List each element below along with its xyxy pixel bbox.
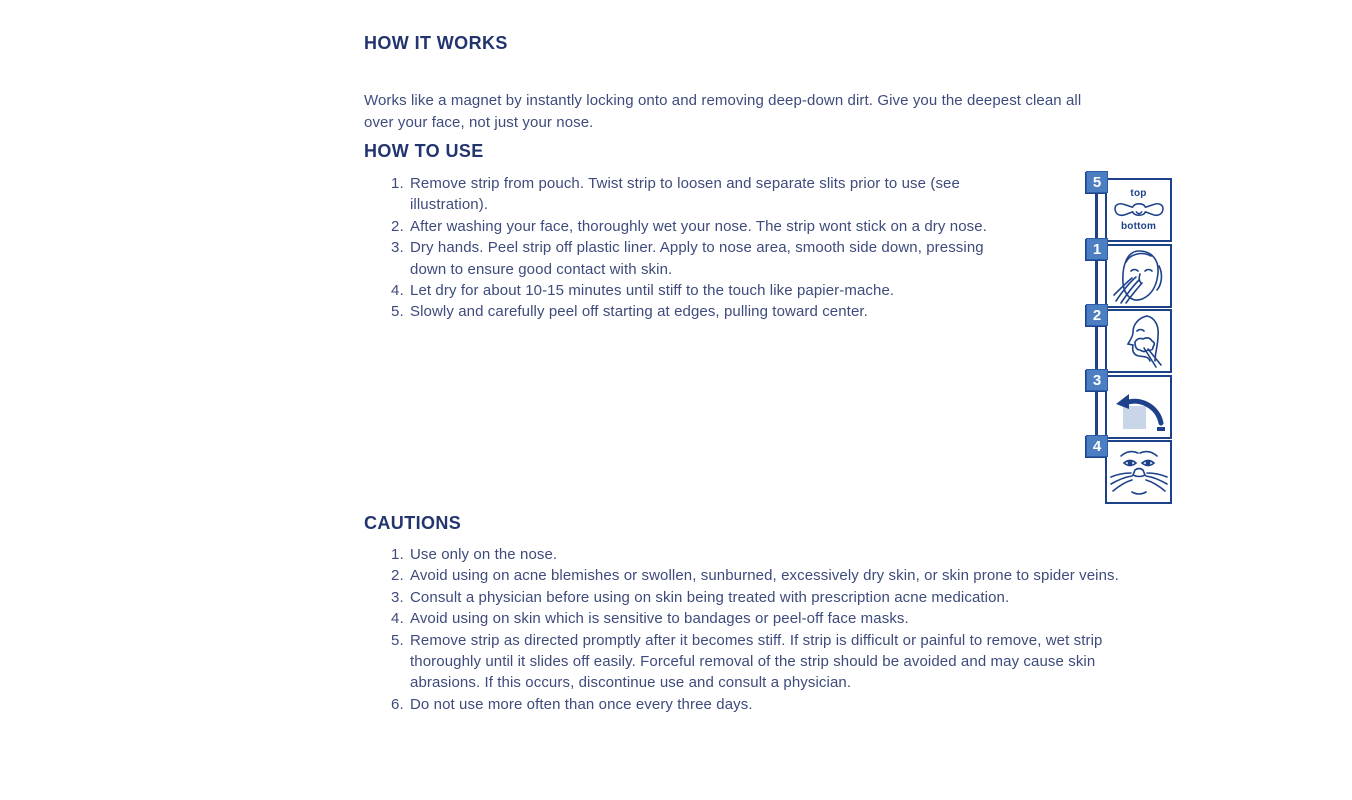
timer-arrowhead: [1116, 394, 1129, 409]
how-to-use-step: 2. After washing your face, thoroughly wet your nose. The strip wont stick on a dry nose.: [408, 216, 1020, 237]
illustration-cell-2: [1105, 244, 1172, 308]
step-badge-4: 4: [1086, 435, 1108, 457]
caution-item: 4. Avoid using on skin which is sensitive to bandages or peel-off face masks.: [408, 608, 1154, 629]
cautions-heading: CAUTIONS: [364, 513, 462, 533]
face-peeling-strip-illustration-icon: [1109, 444, 1169, 500]
timer-arc-illustration-icon: [1110, 379, 1168, 435]
how-to-use-step: 3. Dry hands. Peel strip off plastic liner. Apply to nose area, smooth side down, pressing down to ensure good contact with skin.: [408, 237, 1020, 280]
strip-bottom-label: bottom: [1120, 221, 1157, 232]
how-to-use-step: 1. Remove strip from pouch. Twist strip to loosen and separate slits prior to use (see illustration).: [408, 173, 1020, 216]
step-illustration-panel: [1086, 171, 1174, 506]
step-badge-3: 3: [1086, 369, 1108, 391]
strip-top-label: top: [1130, 188, 1147, 199]
caution-item: 2. Avoid using on acne blemishes or swollen, sunburned, excessively dry skin, or skin prone to spider veins.: [408, 565, 1154, 586]
step-badge-2: 2: [1086, 304, 1108, 326]
step-badge-1: 1: [1086, 238, 1108, 260]
how-it-works-body-text: Works like a magnet by instantly locking onto and removing deep-down dirt. Give you the deepest clean all over your face, not just your nose.: [364, 92, 1082, 131]
step-badge-5: 5: [1086, 171, 1108, 193]
illustration-cell-5: [1105, 440, 1172, 504]
timer-end-tick: [1157, 427, 1165, 431]
how-to-use-heading: HOW TO USE: [364, 141, 484, 161]
nose-strip-top-bottom-diagram-icon: [1111, 199, 1167, 221]
illustration-cell-1: [1105, 178, 1172, 242]
illustration-cell-3: [1105, 309, 1172, 373]
how-it-works-heading: HOW IT WORKS: [364, 33, 508, 53]
face-wetting-nose-illustration-icon: [1110, 248, 1168, 304]
illustration-cell-4: [1105, 375, 1172, 439]
how-to-use-list: [364, 173, 1020, 323]
how-to-use-step: 4. Let dry for about 10-15 minutes until stiff to the touch like papier-mache.: [408, 280, 1020, 301]
caution-item: 6. Do not use more often than once every three days.: [408, 694, 1154, 715]
face-applying-strip-illustration-icon: [1110, 313, 1168, 369]
cautions-list: [364, 544, 1154, 715]
caution-item: 5. Remove strip as directed promptly after it becomes stiff. If strip is difficult or painful to remove, wet strip thoroughly until it slides off easily. Forceful removal of the strip should be avoided and may cause skin abrasions. If this occurs, discontinue use and consult a physician.: [408, 630, 1154, 694]
how-to-use-step: 5. Slowly and carefully peel off starting at edges, pulling toward center.: [408, 301, 1020, 322]
caution-item: 1. Use only on the nose.: [408, 544, 1154, 565]
caution-item: 3. Consult a physician before using on skin being treated with prescription acne medication.: [408, 587, 1154, 608]
timer-shaded-quarter: [1123, 406, 1146, 429]
